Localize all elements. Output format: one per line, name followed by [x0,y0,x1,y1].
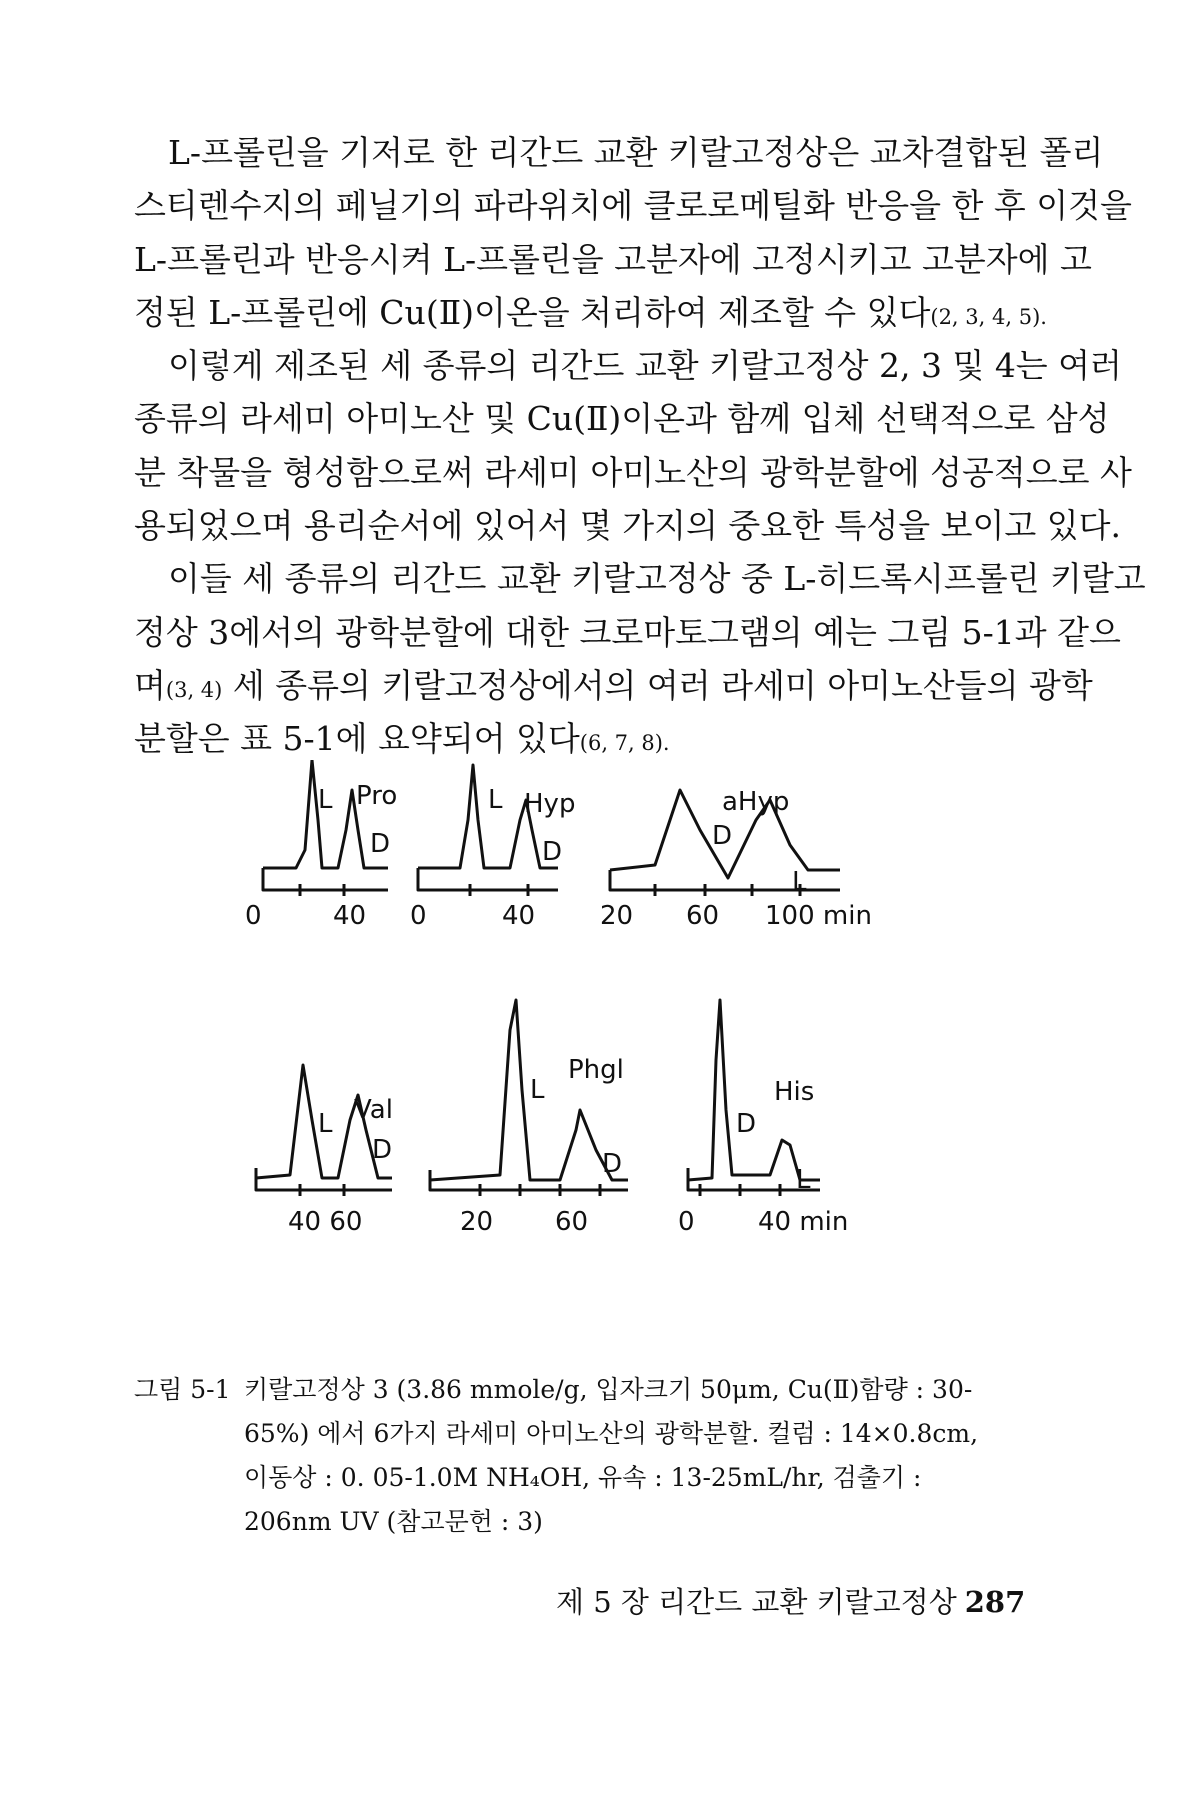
body-line: L-프롤린을 기저로 한 리간드 교환 키랄고정상은 교차결합된 폴리 [168,133,1104,172]
peak-label: L [792,867,807,897]
chromatogram-svg [0,760,1200,1380]
body-line [134,659,1093,712]
body-line-text: 세 종류의 키랄고정상에서의 여러 라세미 아미노산들의 광학 [222,665,1093,705]
body-paragraph [134,126,1146,766]
axis-tick-label: 20 [460,1207,494,1237]
body-line [134,286,1047,339]
body-line: 종류의 라세미 아미노산 및 Cu(Ⅱ)이온과 함께 입체 선택적으로 삼성 [134,399,1110,439]
compound-label: Hyp [524,789,576,819]
peak-label: L [796,1165,811,1195]
axis-tick-label: 60 [686,901,720,931]
body-line: 정상 3에서의 광학분할에 대한 크로마토그램의 예는 그림 5-1과 같으 [134,612,1121,652]
chromatogram-trace-phgl [430,1000,628,1180]
body-line: 용되었으며 용리순서에 있어서 몇 가지의 중요한 특성을 보이고 있다. [134,506,1121,546]
body-line: L-프롤린과 반응시켜 L-프롤린을 고분자에 고정시키고 고분자에 고 [134,239,1092,279]
compound-label: Val [354,1095,393,1125]
axis-tick-label: 40 [502,901,536,931]
body-line: 스티렌수지의 페닐기의 파라위치에 클로로메틸화 반응을 한 후 이것을 [134,186,1132,226]
peak-label: L [318,785,333,815]
page-footer [556,1580,1025,1621]
peak-label: D [372,1135,393,1165]
body-line: 분 착물을 형성함으로써 라세미 아미노산의 광학분할에 성공적으로 사 [134,452,1132,492]
reference-citation: (6, 7, 8). [579,731,670,756]
axis-tick-label: 40 [333,901,367,931]
compound-label: aHyp [722,787,790,817]
axis-tick-label: 40 min [758,1207,849,1237]
body-line: 이들 세 종류의 리간드 교환 키랄고정상 중 L-히드록시프롤린 키랄고 [168,559,1146,599]
body-line [134,712,996,765]
chromatogram-figure [0,760,1200,1380]
peak-label: L [530,1075,545,1105]
peak-label: L [318,1109,333,1139]
peak-label: D [542,837,563,867]
axis-tick-label: 0 [410,901,427,931]
compound-label: Phgl [568,1055,624,1085]
axis-tick-label: 60 [555,1207,589,1237]
peak-label: D [602,1149,623,1179]
page-number: 287 [964,1585,1026,1619]
figure-caption-label: 그림 5-1 [134,1375,231,1404]
axis-tick-label: 40 60 [288,1207,363,1237]
body-line-text: 며 [134,665,166,705]
axis-tick-label: 100 min [765,901,872,931]
peak-label: D [370,829,391,859]
axis-pro [263,868,388,896]
axis-hyp [418,868,558,896]
body-line: 이렇게 제조된 세 종류의 리간드 교환 키랄고정상 2, 3 및 4는 여러 [168,346,1122,386]
reference-citation: (3, 4) [165,677,223,702]
axis-val [256,1168,392,1196]
peak-label: L [488,785,503,815]
axis-tick-label: 0 [245,901,262,931]
reference-citation: (2, 3, 4, 5). [930,304,1047,329]
compound-label: His [774,1077,815,1107]
axis-tick-label: 0 [678,1207,695,1237]
running-footer-chapter: 제 5 장 리간드 교환 키랄고정상 [556,1585,957,1619]
body-line-text: 정된 L-프롤린에 Cu(Ⅱ)이온을 처리하여 제조할 수 있다 [134,292,931,332]
compound-label: Pro [356,781,398,811]
peak-label: D [712,821,733,851]
axis-tick-label: 20 [600,901,634,931]
figure-caption-text: 키랄고정상 3 (3.86 mmole/g, 입자크기 50μm, Cu(Ⅱ)함량 : 30-65%) 에서 6가지 라세미 아미노산의 광학분할. 컬럼 : 14×0.8cm, 이동상 : 0. 05-1.0M NH₄OH, 유속 : 13-25mL/hr, 검출기 : 206nm UV (참고문헌 : 3) [244,1375,979,1536]
peak-label: D [736,1109,757,1139]
body-line-text: 분할은 표 5-1에 요약되어 있다 [134,719,580,759]
